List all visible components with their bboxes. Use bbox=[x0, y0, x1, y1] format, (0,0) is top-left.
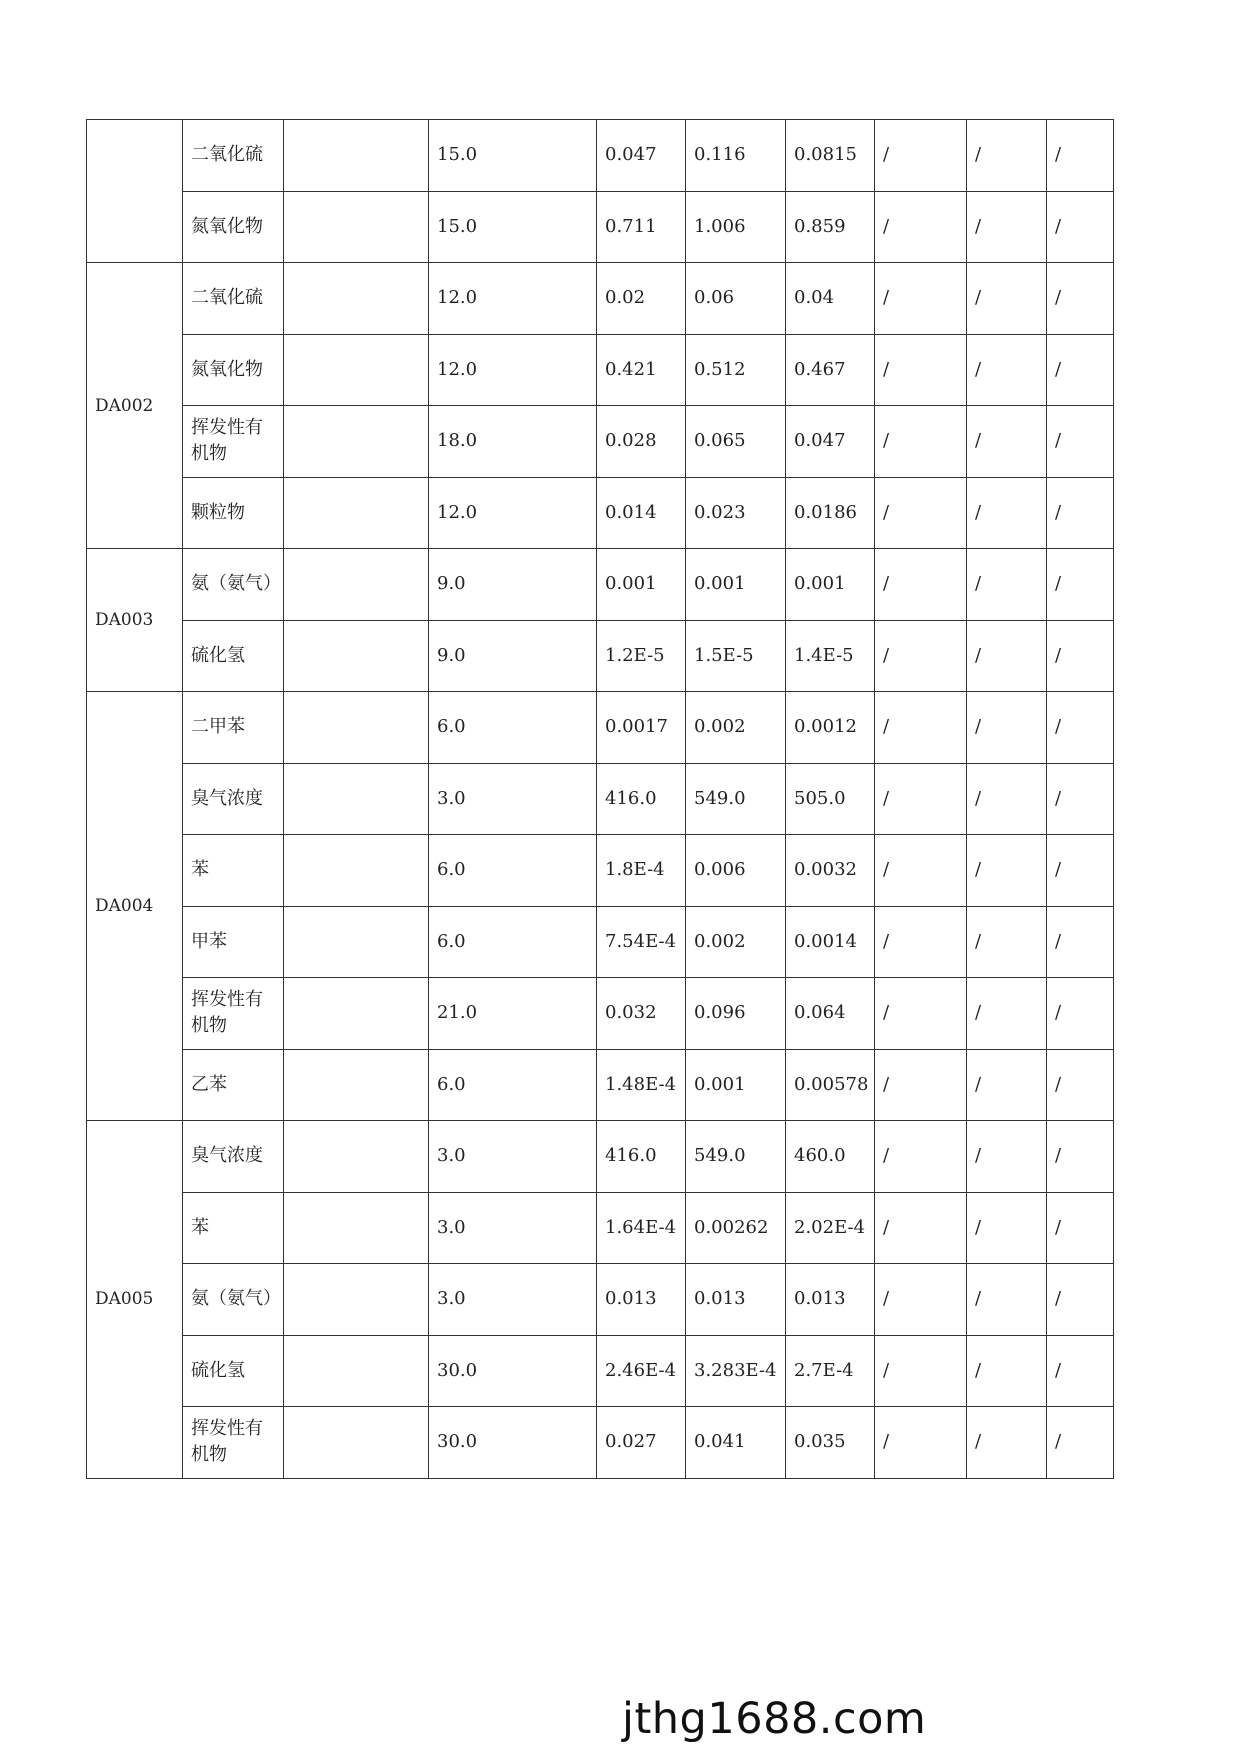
min-value-cell: 1.48E-4 bbox=[597, 1049, 686, 1121]
slash-cell: / bbox=[1047, 406, 1114, 478]
slash-cell: / bbox=[967, 549, 1047, 621]
slash-cell: / bbox=[1047, 263, 1114, 335]
slash-cell: / bbox=[967, 620, 1047, 692]
slash-cell: / bbox=[875, 835, 967, 907]
slash-cell: / bbox=[1047, 1264, 1114, 1336]
pollutant-cell: 臭气浓度 bbox=[183, 1121, 284, 1193]
pollutant-cell: 氮氧化物 bbox=[183, 334, 284, 406]
min-value-cell: 1.2E-5 bbox=[597, 620, 686, 692]
slash-cell: / bbox=[875, 334, 967, 406]
slash-cell: / bbox=[1047, 1121, 1114, 1193]
slash-cell: / bbox=[967, 191, 1047, 263]
max-value-cell: 0.096 bbox=[686, 978, 786, 1050]
pollutant-cell: 硫化氢 bbox=[183, 1335, 284, 1407]
slash-cell: / bbox=[967, 1264, 1047, 1336]
slash-cell: / bbox=[875, 692, 967, 764]
avg-value-cell: 2.7E-4 bbox=[786, 1335, 875, 1407]
slash-cell: / bbox=[967, 120, 1047, 192]
blank-cell bbox=[284, 263, 429, 335]
max-value-cell: 0.065 bbox=[686, 406, 786, 478]
outlet-id-cell: DA004 bbox=[87, 692, 183, 1121]
slash-cell: / bbox=[1047, 620, 1114, 692]
min-value-cell: 1.64E-4 bbox=[597, 1192, 686, 1264]
avg-value-cell: 0.035 bbox=[786, 1407, 875, 1479]
max-value-cell: 0.041 bbox=[686, 1407, 786, 1479]
table-row bbox=[87, 549, 1114, 621]
table-row bbox=[87, 1049, 1114, 1121]
slash-cell: / bbox=[967, 906, 1047, 978]
slash-cell: / bbox=[875, 406, 967, 478]
min-value-cell: 0.047 bbox=[597, 120, 686, 192]
emissions-table bbox=[86, 119, 1114, 1479]
pollutant-cell: 硫化氢 bbox=[183, 620, 284, 692]
blank-cell bbox=[284, 906, 429, 978]
min-value-cell: 0.032 bbox=[597, 978, 686, 1050]
blank-cell bbox=[284, 692, 429, 764]
avg-value-cell: 0.467 bbox=[786, 334, 875, 406]
slash-cell: / bbox=[1047, 1335, 1114, 1407]
slash-cell: / bbox=[967, 835, 1047, 907]
slash-cell: / bbox=[875, 477, 967, 549]
slash-cell: / bbox=[1047, 763, 1114, 835]
table-row bbox=[87, 406, 1114, 478]
avg-value-cell: 0.0815 bbox=[786, 120, 875, 192]
slash-cell: / bbox=[967, 1121, 1047, 1193]
table-row bbox=[87, 620, 1114, 692]
limit-value-cell: 6.0 bbox=[429, 692, 597, 764]
slash-cell: / bbox=[875, 120, 967, 192]
slash-cell: / bbox=[875, 906, 967, 978]
table-row bbox=[87, 1192, 1114, 1264]
table-body bbox=[87, 120, 1114, 1479]
table-row bbox=[87, 763, 1114, 835]
outlet-id-cell: DA005 bbox=[87, 1121, 183, 1479]
avg-value-cell: 0.0032 bbox=[786, 835, 875, 907]
table-row bbox=[87, 1335, 1114, 1407]
max-value-cell: 1.5E-5 bbox=[686, 620, 786, 692]
limit-value-cell: 6.0 bbox=[429, 835, 597, 907]
avg-value-cell: 0.013 bbox=[786, 1264, 875, 1336]
limit-value-cell: 21.0 bbox=[429, 978, 597, 1050]
max-value-cell: 0.06 bbox=[686, 263, 786, 335]
blank-cell bbox=[284, 1335, 429, 1407]
limit-value-cell: 3.0 bbox=[429, 1264, 597, 1336]
pollutant-cell: 苯 bbox=[183, 1192, 284, 1264]
blank-cell bbox=[284, 835, 429, 907]
avg-value-cell: 0.064 bbox=[786, 978, 875, 1050]
pollutant-cell: 氮氧化物 bbox=[183, 191, 284, 263]
avg-value-cell: 0.0012 bbox=[786, 692, 875, 764]
avg-value-cell: 0.0186 bbox=[786, 477, 875, 549]
max-value-cell: 1.006 bbox=[686, 191, 786, 263]
max-value-cell: 0.001 bbox=[686, 1049, 786, 1121]
blank-cell bbox=[284, 1192, 429, 1264]
slash-cell: / bbox=[967, 406, 1047, 478]
slash-cell: / bbox=[967, 334, 1047, 406]
table-row bbox=[87, 120, 1114, 192]
avg-value-cell: 0.047 bbox=[786, 406, 875, 478]
limit-value-cell: 15.0 bbox=[429, 191, 597, 263]
slash-cell: / bbox=[875, 1049, 967, 1121]
slash-cell: / bbox=[967, 692, 1047, 764]
table-row bbox=[87, 263, 1114, 335]
pollutant-cell: 挥发性有机物 bbox=[183, 406, 284, 478]
slash-cell: / bbox=[967, 978, 1047, 1050]
limit-value-cell: 18.0 bbox=[429, 406, 597, 478]
avg-value-cell: 0.00578 bbox=[786, 1049, 875, 1121]
min-value-cell: 0.001 bbox=[597, 549, 686, 621]
blank-cell bbox=[284, 406, 429, 478]
slash-cell: / bbox=[875, 763, 967, 835]
pollutant-cell: 乙苯 bbox=[183, 1049, 284, 1121]
blank-cell bbox=[284, 978, 429, 1050]
limit-value-cell: 9.0 bbox=[429, 620, 597, 692]
slash-cell: / bbox=[1047, 1049, 1114, 1121]
slash-cell: / bbox=[875, 978, 967, 1050]
avg-value-cell: 0.04 bbox=[786, 263, 875, 335]
limit-value-cell: 30.0 bbox=[429, 1335, 597, 1407]
slash-cell: / bbox=[1047, 1407, 1114, 1479]
min-value-cell: 0.421 bbox=[597, 334, 686, 406]
slash-cell: / bbox=[1047, 692, 1114, 764]
slash-cell: / bbox=[1047, 191, 1114, 263]
pollutant-cell: 氨（氨气） bbox=[183, 549, 284, 621]
slash-cell: / bbox=[967, 763, 1047, 835]
blank-cell bbox=[284, 1264, 429, 1336]
limit-value-cell: 3.0 bbox=[429, 763, 597, 835]
limit-value-cell: 3.0 bbox=[429, 1192, 597, 1264]
limit-value-cell: 12.0 bbox=[429, 334, 597, 406]
pollutant-cell: 二氧化硫 bbox=[183, 263, 284, 335]
max-value-cell: 0.013 bbox=[686, 1264, 786, 1336]
slash-cell: / bbox=[967, 1407, 1047, 1479]
slash-cell: / bbox=[967, 1335, 1047, 1407]
max-value-cell: 3.283E-4 bbox=[686, 1335, 786, 1407]
min-value-cell: 2.46E-4 bbox=[597, 1335, 686, 1407]
pollutant-cell: 挥发性有机物 bbox=[183, 1407, 284, 1479]
min-value-cell: 0.013 bbox=[597, 1264, 686, 1336]
slash-cell: / bbox=[967, 1192, 1047, 1264]
table-row bbox=[87, 1264, 1114, 1336]
slash-cell: / bbox=[875, 1335, 967, 1407]
watermark-text: jthg1688.com bbox=[622, 1694, 927, 1744]
limit-value-cell: 3.0 bbox=[429, 1121, 597, 1193]
max-value-cell: 0.00262 bbox=[686, 1192, 786, 1264]
avg-value-cell: 0.859 bbox=[786, 191, 875, 263]
min-value-cell: 0.02 bbox=[597, 263, 686, 335]
max-value-cell: 0.006 bbox=[686, 835, 786, 907]
min-value-cell: 0.014 bbox=[597, 477, 686, 549]
slash-cell: / bbox=[1047, 1192, 1114, 1264]
min-value-cell: 0.027 bbox=[597, 1407, 686, 1479]
avg-value-cell: 0.001 bbox=[786, 549, 875, 621]
slash-cell: / bbox=[1047, 906, 1114, 978]
pollutant-cell: 颗粒物 bbox=[183, 477, 284, 549]
avg-value-cell: 1.4E-5 bbox=[786, 620, 875, 692]
limit-value-cell: 30.0 bbox=[429, 1407, 597, 1479]
slash-cell: / bbox=[1047, 477, 1114, 549]
slash-cell: / bbox=[1047, 334, 1114, 406]
blank-cell bbox=[284, 1049, 429, 1121]
min-value-cell: 0.711 bbox=[597, 191, 686, 263]
blank-cell bbox=[284, 620, 429, 692]
pollutant-cell: 甲苯 bbox=[183, 906, 284, 978]
blank-cell bbox=[284, 549, 429, 621]
table-row bbox=[87, 692, 1114, 764]
slash-cell: / bbox=[1047, 549, 1114, 621]
blank-cell bbox=[284, 1407, 429, 1479]
min-value-cell: 0.0017 bbox=[597, 692, 686, 764]
max-value-cell: 0.001 bbox=[686, 549, 786, 621]
limit-value-cell: 12.0 bbox=[429, 263, 597, 335]
pollutant-cell: 氨（氨气） bbox=[183, 1264, 284, 1336]
slash-cell: / bbox=[875, 549, 967, 621]
pollutant-cell: 二甲苯 bbox=[183, 692, 284, 764]
max-value-cell: 0.512 bbox=[686, 334, 786, 406]
min-value-cell: 0.028 bbox=[597, 406, 686, 478]
max-value-cell: 0.002 bbox=[686, 906, 786, 978]
pollutant-cell: 苯 bbox=[183, 835, 284, 907]
max-value-cell: 0.023 bbox=[686, 477, 786, 549]
table-row bbox=[87, 334, 1114, 406]
slash-cell: / bbox=[875, 1264, 967, 1336]
table-row bbox=[87, 1407, 1114, 1479]
slash-cell: / bbox=[967, 1049, 1047, 1121]
min-value-cell: 7.54E-4 bbox=[597, 906, 686, 978]
max-value-cell: 0.002 bbox=[686, 692, 786, 764]
limit-value-cell: 6.0 bbox=[429, 1049, 597, 1121]
table-row bbox=[87, 477, 1114, 549]
min-value-cell: 1.8E-4 bbox=[597, 835, 686, 907]
slash-cell: / bbox=[875, 1407, 967, 1479]
min-value-cell: 416.0 bbox=[597, 763, 686, 835]
blank-cell bbox=[284, 334, 429, 406]
table-row bbox=[87, 191, 1114, 263]
max-value-cell: 549.0 bbox=[686, 763, 786, 835]
slash-cell: / bbox=[967, 263, 1047, 335]
max-value-cell: 0.116 bbox=[686, 120, 786, 192]
pollutant-cell: 臭气浓度 bbox=[183, 763, 284, 835]
avg-value-cell: 505.0 bbox=[786, 763, 875, 835]
outlet-id-cell: DA003 bbox=[87, 549, 183, 692]
max-value-cell: 549.0 bbox=[686, 1121, 786, 1193]
blank-cell bbox=[284, 120, 429, 192]
limit-value-cell: 6.0 bbox=[429, 906, 597, 978]
outlet-id-cell: DA002 bbox=[87, 263, 183, 549]
avg-value-cell: 0.0014 bbox=[786, 906, 875, 978]
limit-value-cell: 12.0 bbox=[429, 477, 597, 549]
outlet-id-cell bbox=[87, 120, 183, 263]
limit-value-cell: 9.0 bbox=[429, 549, 597, 621]
blank-cell bbox=[284, 1121, 429, 1193]
table-row bbox=[87, 978, 1114, 1050]
slash-cell: / bbox=[875, 620, 967, 692]
slash-cell: / bbox=[875, 263, 967, 335]
blank-cell bbox=[284, 477, 429, 549]
blank-cell bbox=[284, 191, 429, 263]
min-value-cell: 416.0 bbox=[597, 1121, 686, 1193]
table-row bbox=[87, 835, 1114, 907]
slash-cell: / bbox=[875, 1121, 967, 1193]
slash-cell: / bbox=[1047, 835, 1114, 907]
table-row bbox=[87, 1121, 1114, 1193]
table-row bbox=[87, 906, 1114, 978]
slash-cell: / bbox=[875, 1192, 967, 1264]
avg-value-cell: 460.0 bbox=[786, 1121, 875, 1193]
slash-cell: / bbox=[967, 477, 1047, 549]
blank-cell bbox=[284, 763, 429, 835]
pollutant-cell: 挥发性有机物 bbox=[183, 978, 284, 1050]
slash-cell: / bbox=[875, 191, 967, 263]
pollutant-cell: 二氧化硫 bbox=[183, 120, 284, 192]
limit-value-cell: 15.0 bbox=[429, 120, 597, 192]
slash-cell: / bbox=[1047, 978, 1114, 1050]
slash-cell: / bbox=[1047, 120, 1114, 192]
avg-value-cell: 2.02E-4 bbox=[786, 1192, 875, 1264]
